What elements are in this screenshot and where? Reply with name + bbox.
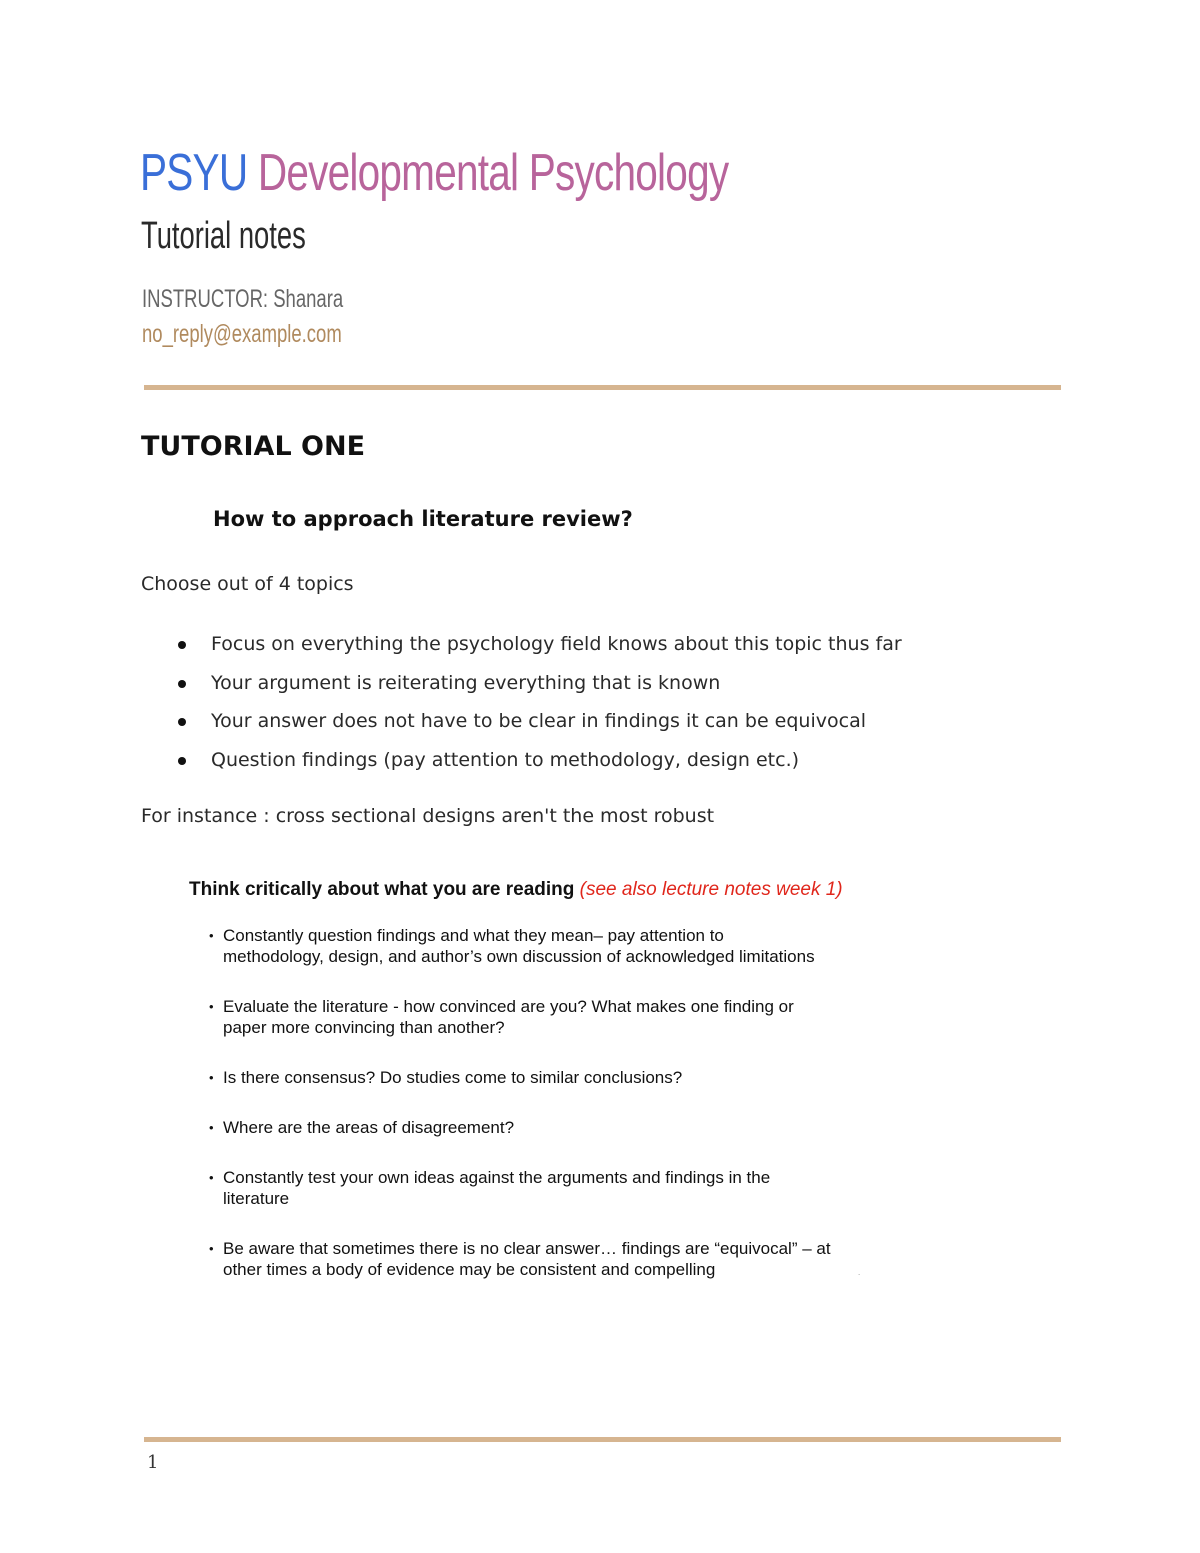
bullet-icon: •: [209, 1170, 214, 1185]
bullet-list: [172, 630, 902, 784]
list-item-text: Your answer does not have to be clear in findings it can be equivocal: [211, 710, 866, 732]
slide-point-line: Where are the areas of disagreement?: [223, 1118, 515, 1137]
slide-point-list: [208, 925, 923, 1309]
slide-point-line: Evaluate the literature - how convinced are you? What makes one finding or: [223, 997, 794, 1016]
list-item: [172, 669, 902, 708]
slide-point-line: methodology, design, and author’s own discussion of acknowledged limitations: [223, 947, 815, 966]
header-divider: [144, 385, 1061, 390]
bullet-icon: •: [209, 999, 214, 1014]
bullet-icon: •: [209, 1070, 214, 1085]
slide-heading-text: Think critically about what you are reading: [189, 879, 575, 900]
list-item: [172, 707, 902, 746]
bullet-icon: •: [209, 928, 214, 943]
slide-heading-note: (see also lecture notes week 1): [579, 879, 843, 900]
list-item: [172, 746, 902, 785]
bullet-icon: [178, 757, 186, 765]
slide-point-line: Constantly question findings and what they mean– pay attention to: [223, 926, 724, 945]
document-subtitle: Tutorial notes: [141, 215, 306, 257]
slide-point-line: paper more convincing than another?: [223, 1018, 505, 1037]
list-item: [172, 630, 902, 669]
scan-artifact-mark: ·: [858, 1271, 861, 1279]
slide-point: [208, 1067, 923, 1088]
section-subheading: How to approach literature review?: [213, 507, 633, 531]
slide-point: [208, 925, 923, 967]
course-name: Developmental Psychology: [257, 144, 729, 202]
list-item-text: Focus on everything the psychology field knows about this topic thus far: [211, 633, 902, 655]
slide-point: [208, 1167, 923, 1209]
page-number: 1: [147, 1452, 159, 1473]
slide-point-line: other times a body of evidence may be consistent and compelling: [223, 1260, 716, 1279]
slide-point-line: Constantly test your own ideas against the arguments and findings in the: [223, 1168, 771, 1187]
list-item-text: Question findings (pay attention to methodology, design etc.): [211, 748, 800, 771]
section-heading: TUTORIAL ONE: [141, 431, 366, 462]
bullet-icon: [178, 641, 186, 649]
slide-point: [208, 996, 923, 1038]
course-code: PSYU: [140, 144, 248, 202]
list-item-text: Your argument is reiterating everything that is known: [211, 671, 721, 694]
slide-point-line: literature: [223, 1189, 290, 1208]
slide-point: [208, 1238, 923, 1280]
slide-point-line: Be aware that sometimes there is no clear answer… findings are “equivocal” – at: [223, 1239, 831, 1258]
example-paragraph: For instance : cross sectional designs aren't the most robust: [141, 805, 715, 827]
slide-heading: [189, 879, 843, 902]
bullet-icon: •: [209, 1120, 214, 1135]
slide-point: [208, 1117, 923, 1138]
instructor-email-link[interactable]: no_reply@example.com: [142, 320, 342, 348]
bullet-icon: [178, 680, 186, 688]
bullet-icon: [178, 718, 186, 726]
footer-divider: [144, 1437, 1061, 1442]
bullet-icon: •: [209, 1241, 214, 1256]
intro-paragraph: Choose out of 4 topics: [141, 573, 354, 595]
instructor-label: INSTRUCTOR: Shanara: [142, 285, 344, 313]
slide-point-line: Is there consensus? Do studies come to similar conclusions?: [223, 1068, 683, 1087]
document-title: [140, 142, 728, 204]
